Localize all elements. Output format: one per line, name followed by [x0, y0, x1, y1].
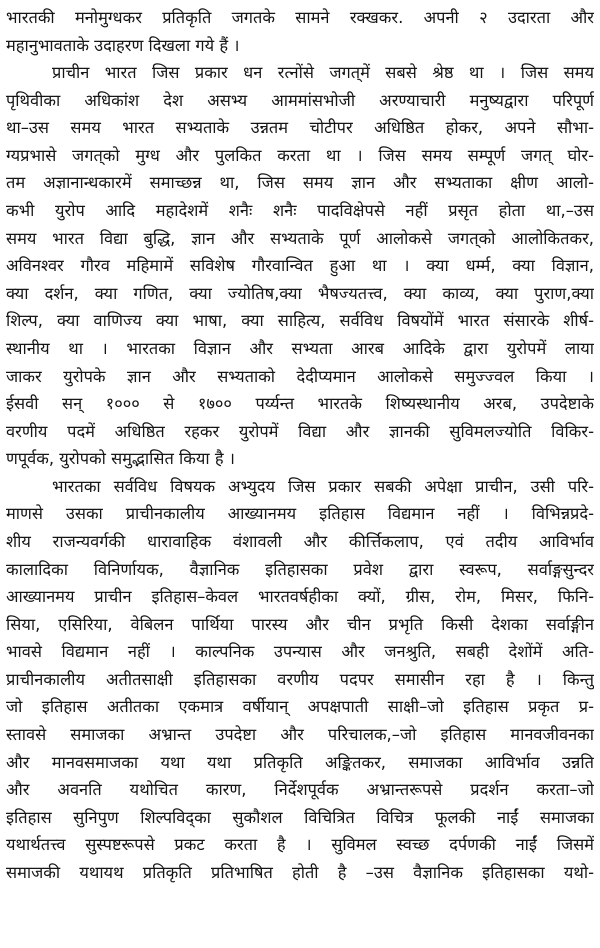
text-line: प्राचीन भारत जिस प्रकार धन रत्नोंसे जगत्‌में सबसे श्रेष्ठ था । जिस समय: [52, 63, 594, 83]
paragraph-2: [6, 59, 594, 473]
text-line: और मानवसमाजका यथा यथा प्रतिकृति अङ्कितकर, समाजका आविर्भाव उन्नति: [6, 752, 594, 772]
text-line: इतिहास सुनिपुण शिल्पविद्‌का सुकौशल विचित्रित विचित्र फूलकी नाईं समाजका: [6, 807, 594, 827]
text-line: सिया, एसिरिया, वेबिलन पार्थिया पारस्य और चीन प्रभृति किसी देशका सर्वाङ्गीन: [6, 614, 594, 634]
paragraph-1: [6, 4, 594, 59]
text-line: क्या दर्शन, क्या गणित, क्या ज्योतिष,क्या भैषज्यतत्त्व, क्या काव्य, क्या पुराण,क्या: [6, 283, 594, 303]
text-line: वरणीय पदमें अधिष्ठित रहकर युरोपमें विद्या और ज्ञानकी सुविमलज्योति विकिर-: [6, 421, 594, 441]
text-line: कालादिका विनिर्णायक, वैज्ञानिक इतिहासका प्रवेश द्वारा स्वरूप, सर्वाङ्गसुन्दर: [6, 559, 594, 579]
text-line: और अवनति यथोचित कारण, निर्देशपूर्वक अभ्रान्तरूपसे प्रदर्शन करता–जो: [6, 780, 594, 800]
text-line: था–उस समय भारत सभ्यताके उन्नतम चोटीपर अधिष्ठित होकर, अपने सौभा-: [6, 118, 594, 138]
text-line: अविनश्वर गौरव महिमामें सविशेष गौरवान्वित हुआ था । क्या धर्म्म, क्या विज्ञान,: [6, 256, 594, 276]
text-line: प्राचीनकालीय अतीतसाक्षी इतिहासका वरणीय पदपर समासीन रहा है । किन्तु: [6, 669, 594, 689]
paragraph-3: [6, 473, 594, 887]
text-line: कभी युरोप आदि महादेशमें शनैः शनैः पादविक्षेपसे नहीं प्रसृत होता था,–उस: [6, 201, 594, 221]
text-line: ईसवी सन्‌ १००० से १७०० पर्य्यन्त भारतके शिष्यस्थानीय अरब, उपदेष्टाके: [6, 394, 594, 414]
text-line: जाकर युरोपके ज्ञान और सभ्यताको देदीप्यमान आलोकसे समुज्ज्वल किया ।: [6, 366, 594, 386]
text-line: जो इतिहास अतीतका एकमात्र वर्षीयान्‌ अपक्षपाती साक्षी–जो इतिहास प्रकृत प्र-: [6, 697, 594, 717]
text-line: भावसे विद्यमान नहीं । काल्पनिक उपन्यास और जनश्रुति, सबही देशोंमें अति-: [6, 642, 594, 662]
text-line: महानुभावताके उदाहरण दिखला गये हैं ।: [6, 35, 240, 55]
text-line: स्थानीय था । भारतका विज्ञान और सभ्यता आरब आदिके द्वारा युरोपमें लाया: [6, 338, 594, 358]
text-line: भारतका सर्वविध विषयक अभ्युदय जिस प्रकार सबकी अपेक्षा प्राचीन, उसी परि-: [52, 476, 594, 496]
text-line: स्तावसे समाजका अभ्रान्त उपदेष्टा और परिचालक,–जो इतिहास मानवजीवनका: [6, 725, 594, 745]
text-line: यथार्थतत्त्व सुस्पष्टरूपसे प्रकट करता है । सुविमल स्वच्छ दर्पणकी नाईं जिसमें: [6, 835, 594, 855]
text-line: शीय राजन्यवर्गकी धारावाहिक वंशावली और कीर्त्तिकलाप, एवं तदीय आविर्भाव: [6, 531, 594, 551]
text-line: णपूर्वक, युरोपको समुद्भासित किया है ।: [6, 449, 235, 469]
text-line: भारतकी मनोमुग्धकर प्रतिकृति जगतके सामने रक्खकर. अपनी २ उदारता और: [6, 8, 594, 27]
text-line: पृथिवीका अधिकांश देश असभ्य आममांसभोजी अरण्याचारी मनुष्यद्वारा परिपूर्ण: [6, 90, 594, 110]
text-line: आख्यानमय प्राचीन इतिहास–केवल भारतवर्षहीका क्यों, ग्रीस, रोम, मिसर, फिनि-: [6, 587, 594, 607]
text-line: समाजकी यथायथ प्रतिकृति प्रतिभाषित होती है –उस वैज्ञानिक इतिहासका यथो-: [6, 862, 594, 882]
text-line: तम अज्ञानान्धकारमें समाच्छन्न था, जिस समय ज्ञान और सभ्यताका क्षीण आलो-: [6, 173, 594, 193]
text-line: समय भारत विद्या बुद्धि, ज्ञान और सभ्यताके पूर्ण आलोकसे जगत्‌को आलोकितकर,: [6, 228, 594, 248]
text-line: माणसे उसका प्राचीनकालीय आख्यानमय इतिहास विद्यमान नहीं । विभिन्नप्रदे-: [6, 504, 594, 524]
text-line: शिल्प, क्या वाणिज्य क्या भाषा, क्या साहित्य, सर्वविध विषयोंमें भारत संसारके शीर्ष-: [6, 311, 594, 331]
text-line: ग्यप्रभासे जगत्‌को मुग्ध और पुलकित करता था । जिस समय सम्पूर्ण जगत्‌ घोर-: [6, 145, 594, 165]
